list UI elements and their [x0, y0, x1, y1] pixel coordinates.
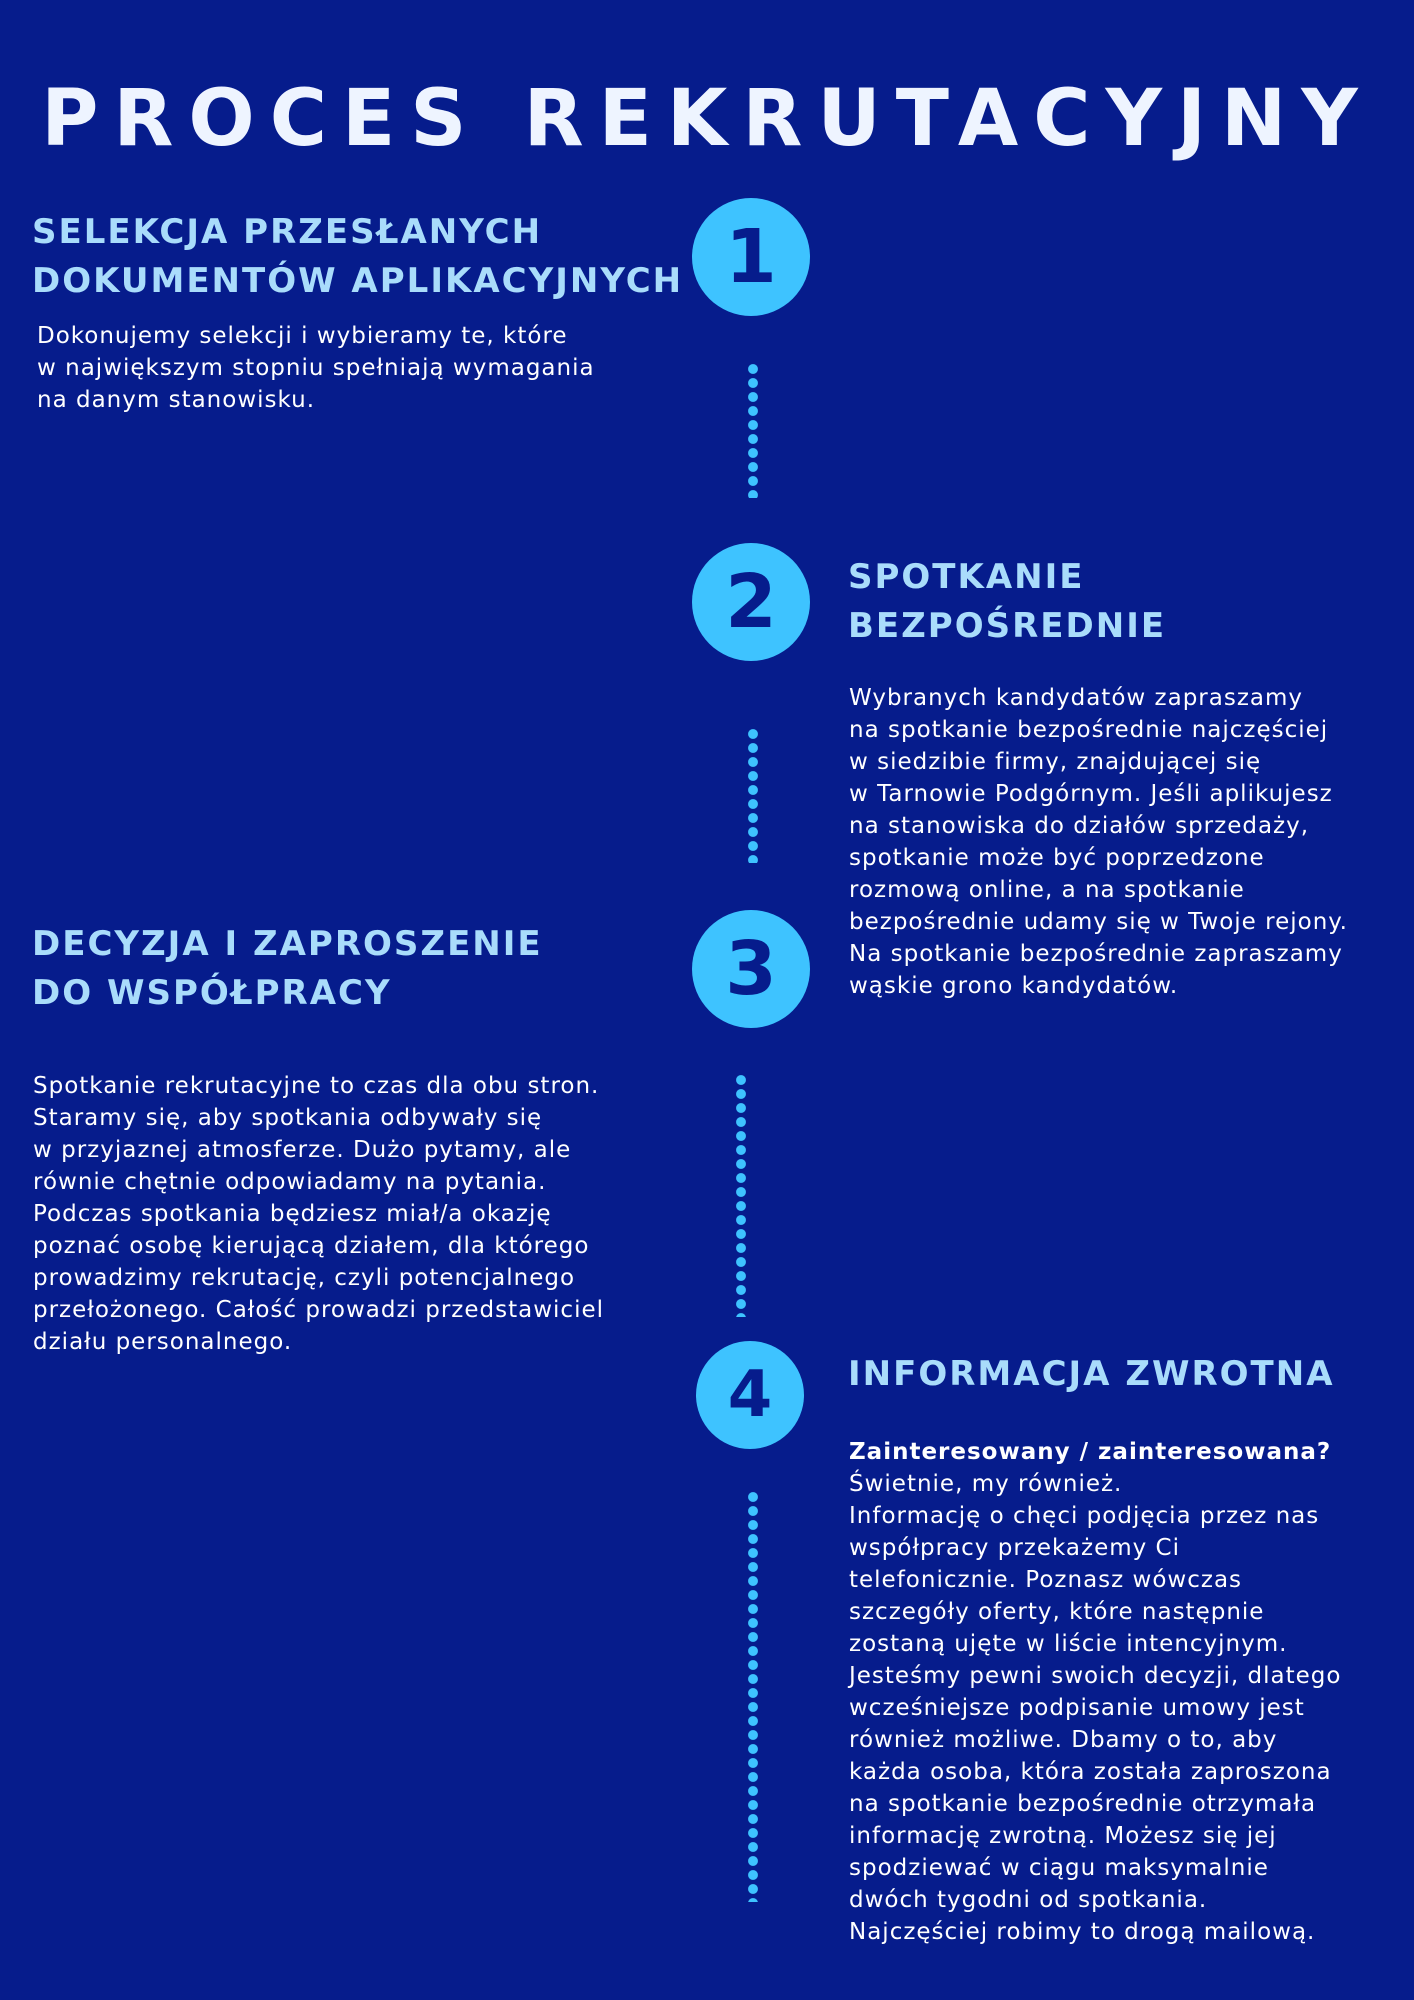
step-2-heading-line-1: SPOTKANIE	[848, 557, 1085, 597]
page-title: PROCES REKRUTACYJNY	[41, 74, 1373, 165]
dotted-connector-4	[748, 1490, 758, 1902]
step-3-heading-line-1: DECYZJA I ZAPROSZENIE	[32, 924, 543, 964]
step-3-heading-line-2: DO WSPÓŁPRACY	[32, 973, 392, 1013]
step-1-heading	[32, 208, 683, 306]
step-1-description: Dokonujemy selekcji i wybieramy te, które w największym stopniu spełniają wymagania na danym stanowisku.	[37, 323, 595, 413]
dotted-connector-2	[748, 727, 758, 863]
step-1-heading-line-1: SELEKCJA PRZESŁANYCH	[32, 212, 543, 252]
step-3-description: Spotkanie rekrutacyjne to czas dla obu stron. Staramy się, aby spotkania odbywały się w przyjaznej atmosferze. Dużo pytamy, ale równie chętnie odpowiadamy na pytania. Podczas spotkania będziesz miał/a okazję poznać osobę kierującą działem, dla którego prowadzimy rekrutację, czyli potencjalnego przełożonego. Całość prowadzi przedstawiciel działu personalnego.	[33, 1073, 605, 1355]
step-1-heading-line-2: DOKUMENTÓW APLIKACYJNYCH	[32, 261, 684, 301]
step-4-intro-line: Świetnie, my również.	[849, 1471, 1123, 1497]
step-4-heading: INFORMACJA ZWROTNA	[848, 1354, 1335, 1394]
step-2-heading-line-2: BEZPOŚREDNIE	[848, 606, 1167, 646]
step-3-heading	[32, 920, 543, 1018]
dotted-connector-1	[748, 362, 758, 498]
step-4-description: Informację o chęci podjęcia przez nas współpracy przekażemy Ci telefonicznie. Poznasz wówczas szczegóły oferty, które następnie zostaną ujęte w liście intencyjnym. Jesteśmy pewni swoich decyzji, dlatego wcześniejsze podpisanie umowy jest również możliwe. Dbamy o to, aby każda osoba, która została zaproszona na spotkanie bezpośrednie otrzymała informację zwrotną. Możesz się jej spodziewać w ciągu maksymalnie dwóch tygodni od spotkania. Najczęściej robimy to drogą mailową.	[849, 1503, 1342, 1945]
dotted-connector-3	[736, 1073, 746, 1317]
step-1-number-badge: 1	[692, 198, 810, 316]
step-2-heading	[848, 553, 1166, 651]
step-4-bold-question: Zainteresowany / zainteresowana?	[849, 1439, 1332, 1465]
step-2-description: Wybranych kandydatów zapraszamy na spotkanie bezpośrednie najczęściej w siedzibie firmy, znajdującej się w Tarnowie Podgórnym. Jeśli aplikujesz na stanowiska do działów sprzedaży, spotkanie może być poprzedzone rozmową online, a na spotkanie bezpośrednie udamy się w Twoje rejony. Na spotkanie bezpośrednie zapraszamy wąskie grono kandydatów.	[849, 685, 1348, 999]
step-2-number-badge: 2	[692, 543, 810, 661]
step-3-number-badge: 3	[692, 910, 810, 1028]
step-4-number-badge: 4	[696, 1341, 804, 1449]
step-4-intro	[849, 1404, 1409, 1500]
